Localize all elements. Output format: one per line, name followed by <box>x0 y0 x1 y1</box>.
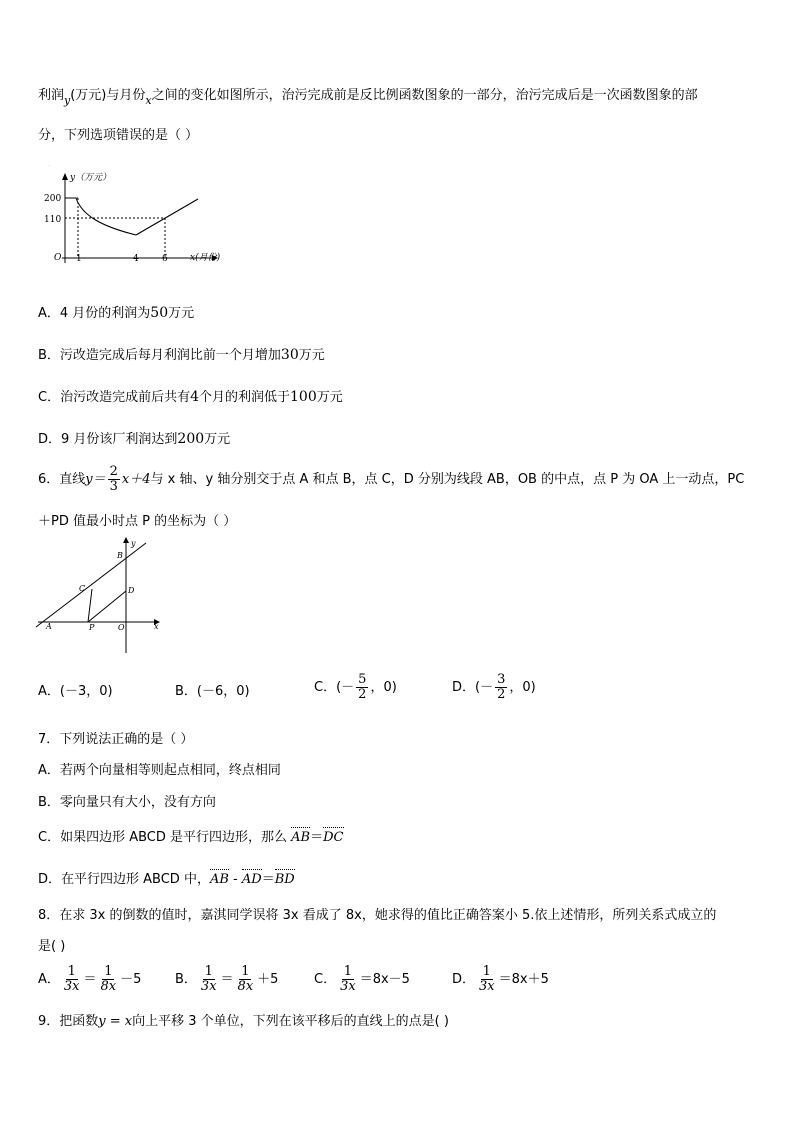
fig-label-y: y <box>131 539 136 548</box>
line-ab <box>36 543 146 627</box>
x-axis-label: x(月份) <box>190 253 221 263</box>
q6-fraction: $\frac{2}{3}$ <box>109 464 118 494</box>
q7-option-b[interactable]: B．零向量只有大小，没有方向 <box>38 795 216 810</box>
q8-option-c[interactable]: C． $\frac{1}{3x}$ ＝8x－5 <box>314 964 410 994</box>
fig-label-o: O <box>118 623 125 632</box>
q5-option-a[interactable]: A．4 月份的利润为50万元 <box>38 305 195 321</box>
q7-option-c[interactable]: C．如果四边形 ABCD 是平行四边形，那么 AB＝DC <box>38 830 344 845</box>
q8-stem-line1: 8．在求 3x 的倒数的值时，嘉淇同学误将 3x 看成了 8x，她求得的值比正确答案小 5.依上述情形，所列关系式成立的 <box>38 908 717 923</box>
linear-segment <box>136 199 198 235</box>
fig-label-p: P <box>89 623 95 632</box>
q6-option-b[interactable]: B．(－6，0) <box>175 684 250 699</box>
y-axis-arrow <box>62 173 68 180</box>
q7-option-a[interactable]: A．若两个向量相等则起点相同，终点相同 <box>38 763 281 778</box>
fig-label-a: A <box>46 622 52 631</box>
q8-option-d[interactable]: D． $\frac{1}{3x}$ ＝8x＋5 <box>452 964 549 994</box>
y-axis-label: y（万元） <box>70 173 112 183</box>
q8-stem-line2: 是( ) <box>38 939 66 954</box>
segment-pd <box>88 591 126 622</box>
q8-option-b[interactable]: B． $\frac{1}{3x}$ ＝ $\frac{1}{8x}$ ＋5 <box>175 964 279 994</box>
q5-option-b[interactable]: B．污改造完成后每月利润比前一个月增加30万元 <box>38 347 325 363</box>
q6-option-d[interactable]: D．(－ $\frac{3}{2}$ ，0) <box>452 672 536 702</box>
q5-profit-graph <box>40 160 240 270</box>
inverse-curve <box>65 198 136 235</box>
q7-option-d[interactable]: D．在平行四边形 ABCD 中，AB - AD＝BD <box>38 872 295 887</box>
origin-label: O <box>54 253 62 263</box>
fig-label-x: x <box>154 622 159 631</box>
q9-stem: 9．把函数y = x向上平移 3 个单位，下列在该平移后的直线上的点是( ) <box>38 1014 449 1029</box>
q6-option-c[interactable]: C．(－ $\frac{5}{2}$ ，0) <box>314 672 397 702</box>
q7-stem: 7．下列说法正确的是（ ） <box>38 732 194 747</box>
q8-option-a[interactable]: A． $\frac{1}{3x}$ ＝ $\frac{1}{8x}$ －5 <box>38 964 142 994</box>
x-tick-1: 1 <box>76 254 82 264</box>
q6-stem-line1: 6．直线y＝ $\frac{2}{3}$ x＋4与 x 轴、y 轴分别交于点 A 和点 B，点 C，D 分别为线段 AB，OB 的中点，点 P 为 OA 上一动点，PC <box>38 464 745 494</box>
q5-option-d[interactable]: D．9 月份该厂利润达到200万元 <box>38 431 231 447</box>
q5-stem-line2: 分，下列选项错误的是（ ） <box>38 128 199 143</box>
fig-label-d: D <box>128 586 135 595</box>
y-tick-110: 110 <box>44 215 62 225</box>
q5-stem-line1: 利润$_y$(万元)与月份$_x$之间的变化如图所示，治污完成前是反比例函数图象的一部分，治污完成后是一次函数图象的部 <box>38 88 698 107</box>
x-tick-6: 6 <box>162 254 168 264</box>
graph-dot: . <box>49 162 51 167</box>
q6-figure <box>34 535 164 660</box>
fig-label-b: B <box>117 551 123 560</box>
segment-pc <box>88 589 92 622</box>
q6-stem-line2: ＋PD 值最小时点 P 的坐标为（ ） <box>38 514 237 529</box>
fig-label-c: C <box>79 584 86 593</box>
x-tick-4: 4 <box>133 254 139 264</box>
fig-y-arrow <box>123 537 129 543</box>
q6-option-a[interactable]: A．(－3，0) <box>38 684 113 699</box>
q5-option-c[interactable]: C．治污改造完成前后共有4个月的利润低于100万元 <box>38 389 343 405</box>
y-tick-200: 200 <box>44 194 62 204</box>
